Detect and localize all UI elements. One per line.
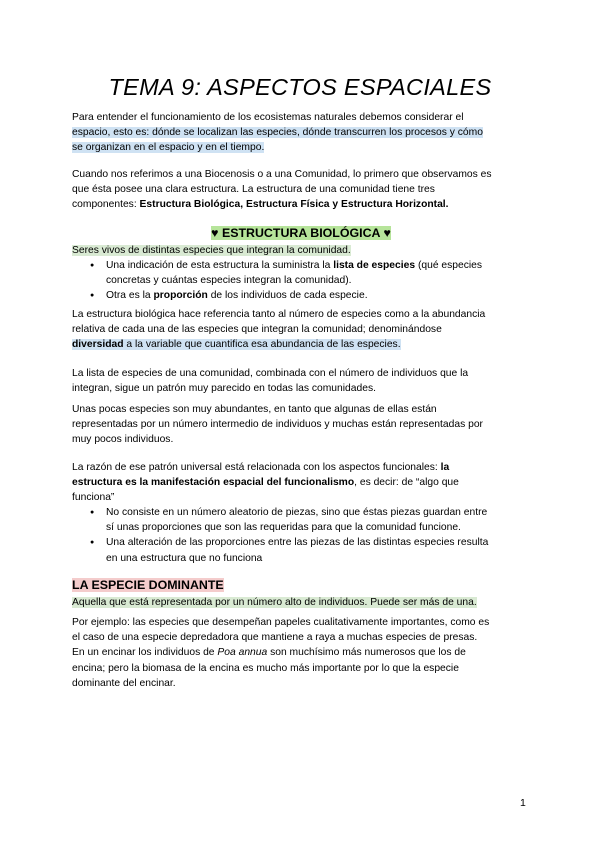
section1-bullet-list-2 xyxy=(72,505,530,566)
list-item xyxy=(72,535,530,565)
section1-bullet-list xyxy=(72,258,530,304)
text-line: Unas pocas especies son muy abundantes, en tanto que algunas de ellas están xyxy=(72,404,437,415)
text-line: integran, sigue un patrón muy parecido en todas las comunidades. xyxy=(72,383,376,395)
plain-text: (qué especies xyxy=(415,260,483,271)
plain-text: Otra es la xyxy=(106,290,154,302)
section1-paragraph-pattern xyxy=(72,460,530,506)
list-item xyxy=(72,258,530,288)
plain-text: sí unas proporciones que son las requeridas para que la comunidad funcione. xyxy=(106,522,461,534)
text-line: encina; pero la biomasa de la encina es mucho más importante por lo que la especie xyxy=(72,662,459,674)
text-line: Para entender el funcionamiento de los ecosistemas naturales debemos considerar el xyxy=(72,112,464,123)
text-line: Por ejemplo: las especies que desempeñan papeles cualitativamente importantes, como es xyxy=(72,617,490,628)
text-line xyxy=(72,645,530,660)
intro-paragraph-2 xyxy=(72,167,530,213)
text-line: funciona” xyxy=(72,492,115,504)
section-heading-estructura-biologica xyxy=(72,226,530,242)
plain-text: La razón de ese patrón universal está relacionada con los aspectos funcionales: xyxy=(72,462,441,473)
page-title: TEMA 9: ASPECTOS ESPACIALES xyxy=(108,74,492,100)
section1-definition xyxy=(72,243,530,258)
italic-text: Poa annua xyxy=(217,647,268,659)
highlighted-text xyxy=(72,339,401,350)
text-line: La estructura biológica hace referencia tanto al número de especies como a la abundancia xyxy=(72,309,486,320)
definition-text: Aquella que está representada por un número alto de individuos. Puede ser más de una. xyxy=(72,597,477,608)
text-line: relativa de cada una de las especies que integran la comunidad; denominándose xyxy=(72,324,442,336)
text-line xyxy=(72,337,530,352)
text-line xyxy=(72,475,530,490)
plain-text: , es decir: de “algo que xyxy=(354,477,459,489)
plain-text: son muchísimo más numerosos que los de xyxy=(267,647,466,659)
text-line: La lista de especies de una comunidad, combinada con el número de individuos que la xyxy=(72,368,469,379)
text-line: muy pocos individuos. xyxy=(72,434,174,446)
text-line: dominante del encinar. xyxy=(72,677,176,689)
bold-text: Estructura Biológica, Estructura Física y Estructura Horizontal. xyxy=(139,199,449,211)
bold-text: proporción xyxy=(153,290,208,302)
plain-text: Una indicación de esta estructura la suministra la xyxy=(106,260,334,271)
bold-text: la xyxy=(440,462,450,473)
list-item xyxy=(72,505,530,535)
section2-paragraph xyxy=(72,615,530,691)
section1-paragraph-abundance xyxy=(72,402,530,448)
bold-text: diversidad xyxy=(72,339,124,351)
plain-text: componentes: xyxy=(72,199,140,211)
highlighted-text: espacio, esto es: dónde se localizan las especies, dónde transcurren los procesos y cómo xyxy=(72,127,483,139)
bold-text: estructura es la manifestación espacial del funcionalismo xyxy=(72,477,355,489)
intro-paragraph-1 xyxy=(72,110,530,156)
list-item xyxy=(72,288,530,303)
section1-paragraph-species-list xyxy=(72,366,530,396)
plain-text: a la variable que cuantifica esa abundancia de las especies. xyxy=(123,339,401,351)
definition-text: Seres vivos de distintas especies que integran la comunidad. xyxy=(72,245,351,256)
section-heading-text: LA ESPECIE DOMINANTE xyxy=(72,578,224,592)
section-heading-especie-dominante xyxy=(72,578,530,594)
plain-text: en una estructura que no funciona xyxy=(106,552,263,564)
text-line: el caso de una especie depredadora que mantiene a raya a muchas especies de presas. xyxy=(72,632,478,644)
plain-text: de los individuos de cada especie. xyxy=(207,290,368,302)
text-line xyxy=(72,140,530,155)
text-line xyxy=(72,125,530,140)
bold-text: lista de especies xyxy=(333,260,416,271)
text-line xyxy=(72,460,530,475)
section2-definition xyxy=(72,595,530,610)
section1-paragraph-diversity xyxy=(72,307,530,353)
section-heading-text: ♥ ESTRUCTURA BIOLÓGICA ♥ xyxy=(211,226,391,240)
text-line xyxy=(72,197,530,212)
text-line: que ésta posee una clara estructura. La estructura de una comunidad tiene tres xyxy=(72,184,435,196)
plain-text: En un encinar los individuos de xyxy=(72,647,218,659)
highlighted-text: se organizan en el espacio y en el tiempo. xyxy=(72,142,265,154)
page-number: 1 xyxy=(520,797,526,809)
text-line: representadas por un número intermedio de individuos y muchas están representadas por xyxy=(72,419,483,431)
plain-text: No consiste en un número aleatorio de piezas, sino que éstas piezas guardan entre xyxy=(106,507,488,518)
plain-text: concretas y cuántas especies integran la comunidad). xyxy=(106,275,352,287)
plain-text: Una alteración de las proporciones entre las piezas de las distintas especies resulta xyxy=(106,537,489,549)
text-line: Cuando nos referimos a una Biocenosis o a una Comunidad, lo primero que observamos es xyxy=(72,169,492,180)
